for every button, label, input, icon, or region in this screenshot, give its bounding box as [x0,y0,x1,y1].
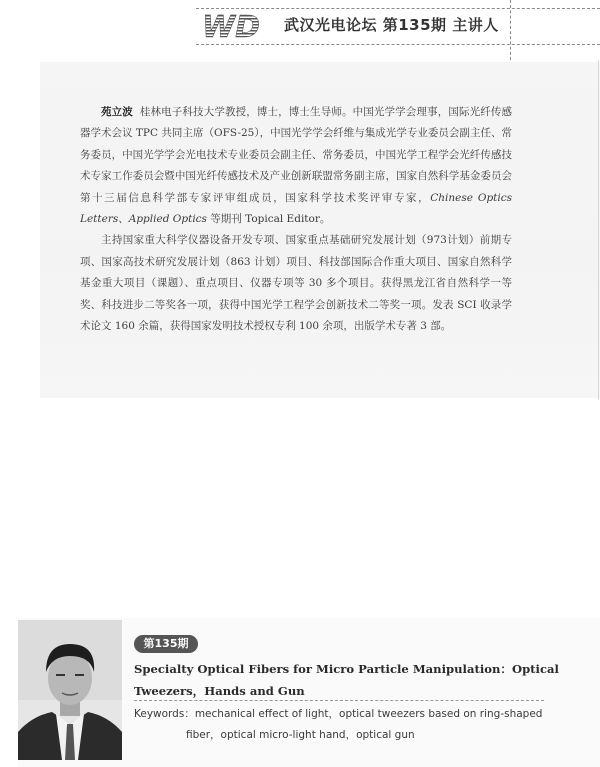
title-divider [134,700,544,701]
keywords-label: Keywords： [134,708,195,720]
speaker-name: 苑立波 [101,106,133,118]
journal-2: Applied Optics [128,213,207,226]
speaker-photo [18,620,122,760]
header-vertical-divider [510,0,511,60]
header-title: 武汉光电论坛 第135期 主讲人 [284,16,499,34]
keywords-line-1: mechanical effect of light，optical tweezers based on ring-shaped [194,708,543,720]
wd-logo [200,9,276,43]
journal-1: Chinese Optics Letters [80,191,513,226]
keywords-line-2: fiber，optical micro-light hand，optical gun [186,729,415,741]
header-divider-bottom [196,44,600,45]
talk-title: Specialty Optical Fibers for Micro Particle Manipulation：Optical Tweezers，Hands and Gun [134,662,559,698]
right-margin-line [598,60,599,400]
bio-paragraph-1 [80,102,512,230]
speaker-bio [80,102,512,337]
bio-paragraph-1-end: 等期刊 Topical Editor。 [206,213,331,226]
keywords [134,704,554,746]
bio-paragraph-2: 主持国家重大科学仪器设备开发专项、国家重点基础研究发展计划（973计划）前期专项、国家高技术研究发展计划（863 计划）项目、科技部国际合作重大项目、国家自然科学基金重大项目（课题）、重点项目、仪器专项等 30 多个项目。获得黑龙江省自然科学一等奖、科技进步二等奖各一项，获得中国光学工程学会创新技术二等奖一项。发表 SCI 收录学术论文 160 余篇，获得国家发明技术授权专利 100 余项，出版学术专著 3 部。 [80,234,512,333]
speaker-portrait-image [18,620,122,760]
journal-separator: 、 [118,213,129,226]
issue-badge: 第135期 [134,635,198,653]
logo-letters: WD [202,10,260,43]
bio-paragraph-1-text: 桂林电子科技大学教授，博士，博士生导师。中国光学学会理事，国际光纤传感器学术会议 TPC 共同主席（OFS-25），中国光学学会纤维与集成光学专业委员会副主任、常务委员，中国光学学会光电技术专业委员会副主任、常务委员，中国光学工程学会光纤传感技术专家工作委员会暨中国光纤传感技术及产业创新联盟常务副主席，国家自然科学基金委员会第十三届信息科学部专家评审组成员，国家科学技术奖评审专家， [80,106,513,204]
